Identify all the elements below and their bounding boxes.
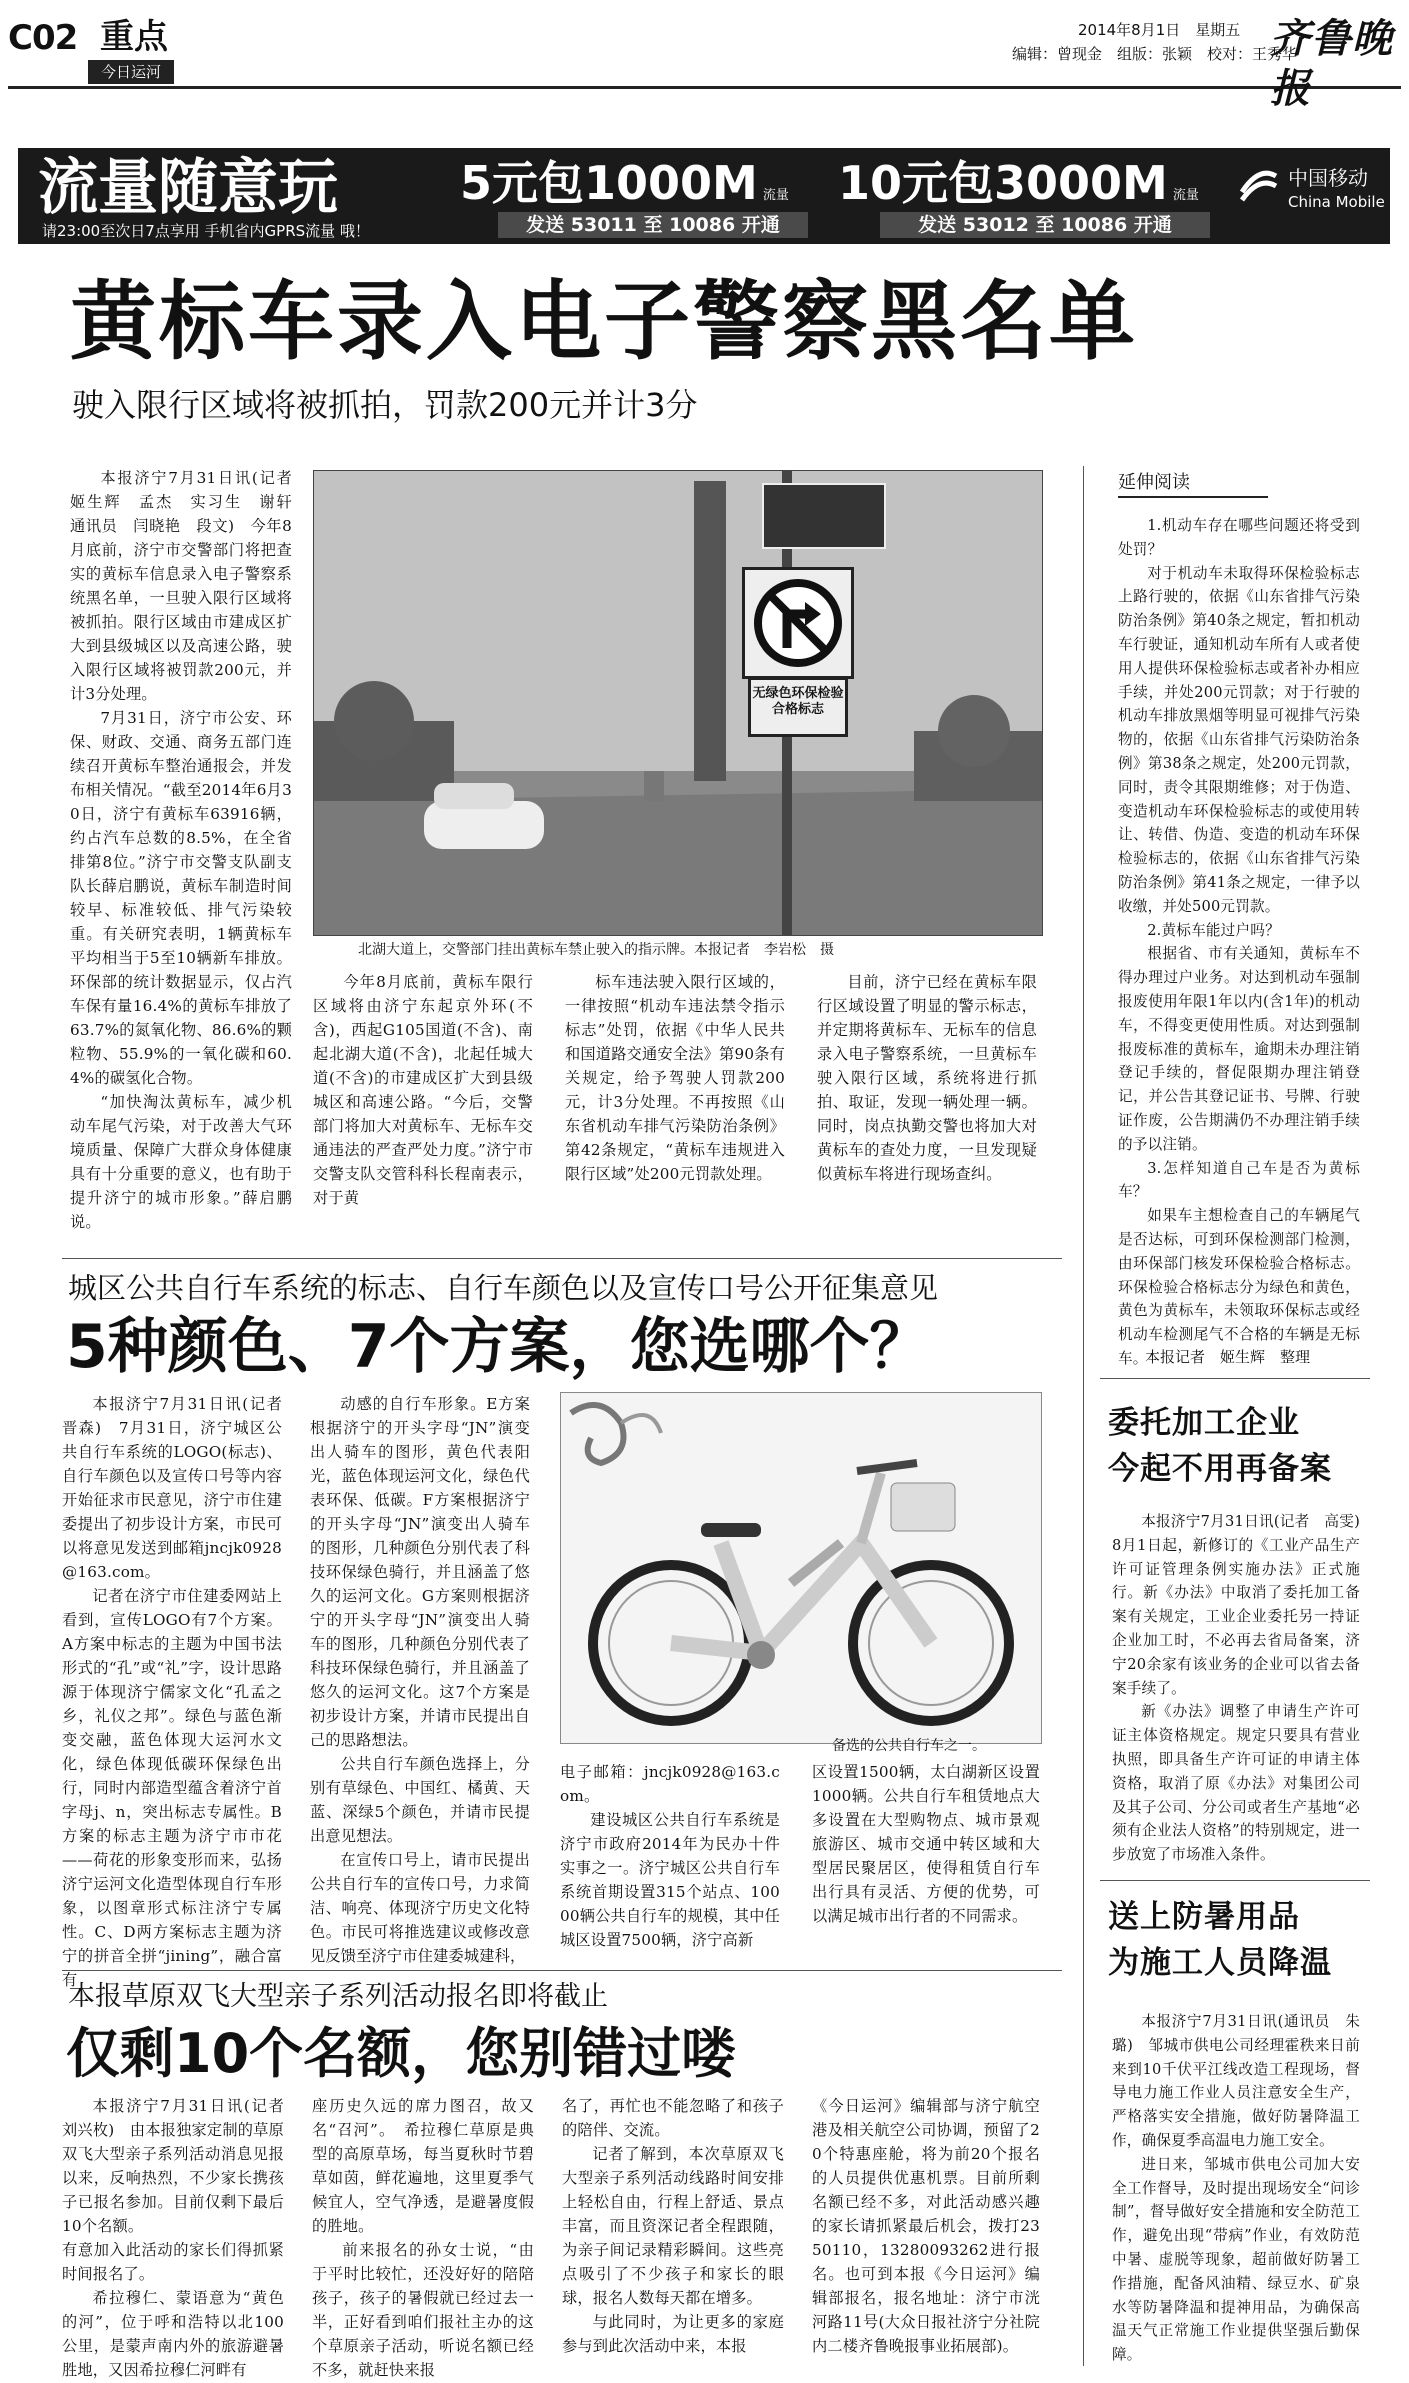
sidebar2-title-line1: 委托加工企业	[1108, 1405, 1300, 1441]
sidebar1-label: 延伸阅读	[1118, 470, 1268, 498]
paragraph: 在宣传口号上，请市民提出公共自行车的宣传口号，力求简洁、响亮、体现济宁历史文化特色。市民可将推选建议或修改意见反馈至济宁市住建委城建科，	[310, 1851, 530, 1965]
sidebar3-title-line2: 为施工人员降温	[1108, 1945, 1332, 1981]
ad-offer2-sms: 发送 53012 至 10086 开通	[880, 212, 1210, 238]
paragraph: 标车违法驶入限行区域的，一律按照“机动车违法禁令指示标志”处罚，依据《中华人民共和国道路交通安全法》第90条有关规定，给予驾驶人罚款200元，计3分处理。不再按照《山东省机动车排气污染防治条例》第42条规定，“黄标车违规进入限行区域”处200元罚款处理。	[565, 973, 785, 1183]
article1-col4	[817, 970, 1037, 1246]
article3-col4	[812, 2094, 1040, 2378]
article2-col2	[310, 1392, 530, 1965]
article1-subtitle: 驶入限行区域将被抓拍，罚款200元并计3分	[72, 386, 698, 424]
ad-subline: 请23:00至次日7点享用 手机省内GPRS流量 哦！	[42, 222, 370, 240]
paragraph: 本报济宁7月31日讯(记者 刘兴枚) 由本报独家定制的草原双飞大型亲子系列活动消息见报以来，反响热烈，不少家长携孩子已报名参加。目前仅剩下最后10个名额。	[62, 2097, 300, 2235]
header-rule	[8, 86, 1401, 89]
sidebar3-body	[1112, 2010, 1360, 2376]
paragraph: 前来报名的孙女士说，“由于平时比较忙，还没好好的陪陪孩子，孩子的暑假就已经过去一半，正好看到咱们报社主办的这个草原亲子活动，听说名额已经不多，就赶快来报	[312, 2241, 534, 2379]
paragraph: 对于机动车未取得环保检验标志上路行驶的，依据《山东省排气污染防治条例》第40条之规定，暂扣机动车行驶证，通知机动车所有人或者使用人提供环保检验标志或者补办相应手续，并处200元罚款；对于行驶的机动车排放黑烟等明显可视排气污染物的，依据《山东省排气污染防治条例》第38条之规定，处200元罚款，同时，责令其限期维修；对于伪造、变造机动车环保检验标志的或使用转让、转借、伪造、变造的机动车环保检验标志的，依据《山东省排气污染防治条例》第41条之规定，一律予以收缴，并处500元罚款。	[1118, 564, 1360, 915]
paragraph: 《今日运河》编辑部与济宁航空港及相关航空公司协调，预留了20个特惠座舱，将为前20个报名的人员提供优惠机票。目前所剩名额已经不多，对此活动感兴趣的家长请抓紧最后机会，拨打2350110，13280093262进行报名。也可到本报《今日运河》编辑部报名，报名地址：济宁市洸河路11号(大众日报社济宁分社院内二楼齐鲁晚报事业拓展部)。	[812, 2097, 1040, 2355]
paragraph: 新《办法》调整了申请生产许可证主体资格规定。规定只要具有营业执照，即具备生产许可证的申请主体资格，取消了原《办法》对集团公司及其子公司、分公司或者生产基地“必须有企业法人资格”的特别规定，进一步放宽了市场准入条件。	[1112, 1703, 1360, 1864]
no-right-turn-sign-icon	[742, 567, 854, 679]
paragraph: 记者在济宁市住建委网站上看到，宣传LOGO有7个方案。A方案中标志的主题为中国书法形式的“孔”或“礼”字，设计思路源于体现济宁儒家文化“孔孟之乡，礼仪之邦”。绿色与蓝色渐变交融，蓝色体现大运河水文化，绿色体现低碳环保绿色出行，同时内部造型蕴含着济宁首字母j、n，突出标志专属性。B方案的标志主题为济宁市市花——荷花的形象变形而来，弘扬济宁运河文化造型体现自行车形象，以图章形式标注济宁专属性。C、D两方案标志主题为济宁的拼音全拼“jining”，融合富有	[62, 1587, 282, 1989]
paragraph: 本报济宁7月31日讯(记者 姬生辉 孟杰 实习生 谢轩 通讯员 闫晓艳 段文) 今年8月底前，济宁市交警部门将把查实的黄标车信息录入电子警察系统黑名单，一旦驶入限行区域将被抓拍。限行区域由市建成区扩大到县级城区以及高速公路，驶入限行区域将被罚款200元，并计3分处理。	[70, 469, 308, 703]
paragraph: 本报济宁7月31日讯(记者 晋森) 7月31日，济宁城区公共自行车系统的LOGO(标志)、自行车颜色以及宣传口号等内容开始征求市民意见，济宁市住建委提出了初步设计方案，市民可以将意见发送到邮箱jncjk0928@163.com。	[62, 1395, 298, 1581]
ad-brand-cn: 中国移动	[1288, 166, 1368, 190]
ad-offer1-sms: 发送 53011 至 10086 开通	[498, 212, 808, 238]
paragraph: 区设置1500辆，太白湖新区设置1000辆。公共自行车租赁地点大多设置在大型购物点、城市景观旅游区、城市交通中转区域和大型居民聚居区，使得租赁自行车出行具有灵活、方便的优势，可以满足城市出行者的不同需求。	[812, 1763, 1040, 1925]
paragraph: 有意加入此活动的家长们得抓紧时间报名了。	[62, 2241, 284, 2283]
sidebar-divider	[1083, 466, 1084, 2366]
staff-line: 编辑：曾现金 组版：张颖 校对：王秀华	[1012, 45, 1298, 63]
section-rule	[62, 1258, 1062, 1259]
paragraph: 进日来，邹城市供电公司加大安全工作督导，及时提出现场安全“问诊制”，督导做好安全措施和安全防范工作，避免出现“带病”作业，有效防范中暑、虚脱等现象，超前做好防暑工作措施，配备风油精、绿豆水、矿泉水等防暑降温和提神用品，为确保高温天气正常施工作业提供坚强后勤保障。	[1112, 2155, 1360, 2364]
article1-col1	[70, 466, 308, 1246]
paragraph: 电子邮箱：jncjk0928@163.com。	[560, 1763, 780, 1805]
page-code: C02	[8, 18, 78, 58]
paragraph: 本报济宁7月31日讯(通讯员 朱璐) 邹城市供电公司经理霍秩来日前来到10千伏平江线改造工程现场，督导电力施工作业人员注意安全生产，严格落实安全措施，做好防暑降温工作，确保夏季高温电力施工安全。	[1112, 2013, 1360, 2149]
paragraph: 1.机动车存在哪些问题还将受到处罚？	[1118, 517, 1360, 558]
article2-photo-caption: 备选的公共自行车之一。	[832, 1738, 986, 1754]
section-rule	[62, 1970, 1062, 1971]
road-sign-text: 无绿色环保检验合格标志	[748, 677, 848, 737]
article3-col2	[312, 2094, 534, 2378]
paragraph: 动感的自行车形象。E方案根据济宁的开头字母“JN”演变出人骑车的图形，黄色代表阳光，蓝色体现运河文化，绿色代表环保、低碳。F方案根据济宁的开头字母“JN”演变出人骑车的图形，几种颜色分别代表了科技环保绿色骑行，并且涵盖了悠久的运河文化。G方案则根据济宁的开头字母“JN”演变出人骑车的图形，几种颜色分别代表了科技环保绿色骑行，并且涵盖了悠久的运河文化。这7个方案是初步设计方案，并请市民提出自己的思路想法。	[310, 1395, 530, 1749]
ad-brand-en: China Mobile	[1288, 193, 1385, 211]
ad-offer2-tag: 流量	[1172, 188, 1199, 203]
article2-title: 5种颜色、7个方案，您选哪个？	[66, 1312, 930, 1382]
article3-col3	[562, 2094, 784, 2378]
subsection-badge: 今日运河	[88, 60, 174, 84]
paragraph: 座历史久远的席力图召，故又名“召河”。 希拉穆仁草原是典型的高原草场，每当夏秋时节碧草如茵，鲜花遍地，这里夏季气候宜人，空气净透，是避暑度假的胜地。	[312, 2097, 534, 2235]
article3-kicker: 本报草原双飞大型亲子系列活动报名即将截止	[68, 1981, 608, 2012]
sidebar2-title-line2: 今起不用再备案	[1108, 1451, 1332, 1487]
sidebar3-title-line1: 送上防暑用品	[1108, 1899, 1300, 1935]
paragraph: 7月31日，济宁市公安、环保、财政、交通、商务五部门连续召开黄标车整治通报会，并发布相关情况。“截至2014年6月30日，济宁有黄标车63916辆，约占汽车总数的8.5%，在全省排第8位。”济宁市交警支队副支队长薛启鹏说，黄标车制造时间较早、标准较低、排气污染较重。有关研究表明，1辆黄标车平均相当于5至10辆新车排放。环保部的统计数据显示，仅占汽车保有量16.4%的黄标车排放了63.7%的氮氧化物、86.6%的颗粒物、55.9%的一氧化碳和60.4%的碳氢化合物。	[70, 709, 292, 1087]
article2-col4	[812, 1760, 1040, 1952]
article1-title: 黄标车录入电子警察黑名单	[70, 272, 1138, 372]
paragraph: 目前，济宁已经在黄标车限行区域设置了明显的警示标志，并定期将黄标车、无标车的信息录入电子警察系统，一旦黄标车驶入限行区域，系统将进行抓拍、取证，发现一辆处理一辆。同时，岗点执勤交警也将加大对黄标车的查处力度，一旦发现疑似黄标车将进行现场查纠。	[817, 973, 1037, 1183]
ad-offer1-text: 5元包1000M	[460, 156, 758, 210]
article2-bicycle-photo	[560, 1392, 1042, 1744]
paragraph: 根据省、市有关通知，黄标车不得办理过户业务。对达到机动车强制报废使用年限1年以内(含1年)的机动车，不得变更使用性质。对达到强制报废标准的黄标车，逾期未办理注销登记手续的，督促限期办理注销登记，并公告其登记证书、号牌、行驶证作废，公告期满仍不办理注销手续的予以注销。	[1118, 945, 1360, 1153]
sidebar-rule	[1100, 1880, 1370, 1881]
paragraph: “加快淘汰黄标车，减少机动车尾气污染，对于改善大气环境质量、保障广大群众身体健康具有十分重要的意义，也有助于提升济宁的城市形象。”薛启鹏说。	[70, 1093, 292, 1231]
ad-offer2-text: 10元包3000M	[838, 156, 1168, 210]
article1-col2	[313, 970, 533, 1246]
china-mobile-logo-icon	[1236, 162, 1282, 208]
article3-col1	[62, 2094, 300, 2379]
paragraph: 本报济宁7月31日讯(记者 高雯) 8月1日起，新修订的《工业产品生产许可证管理条例实施办法》正式施行。新《办法》中取消了委托加工备案有关规定，工业企业委托另一持证企业加工时，不必再去省局备案，济宁20余家有该业务的企业可以省去备案手续了。	[1112, 1513, 1375, 1697]
paragraph: 希拉穆仁、蒙语意为“黄色的河”，位于呼和浩特以北100公里，是蒙声南内外的旅游避暑胜地，又因希拉穆仁河畔有	[62, 2289, 284, 2379]
article2-col3	[560, 1760, 780, 1952]
sidebar2-body	[1112, 1510, 1375, 1880]
article1-col3	[565, 970, 785, 1246]
article3-title: 仅剩10个名额，您别错过喽	[66, 2022, 736, 2085]
ad-offer1-tag: 流量	[762, 188, 789, 203]
article2-kicker: 城区公共自行车系统的标志、自行车颜色以及宣传口号公开征集意见	[68, 1271, 939, 1305]
paragraph: 建设城区公共自行车系统是济宁市政府2014年为民办十件实事之一。济宁城区公共自行车系统首期设置315个站点、10000辆公共自行车的规模，其中任城区设置7500辆，济宁高新	[560, 1811, 780, 1949]
paragraph: 3.怎样知道自己车是否为黄标车？	[1118, 1159, 1360, 1201]
paragraph: 名了，再忙也不能忽略了和孩子的陪伴、交流。	[562, 2097, 784, 2139]
paragraph: 与此同时，为让更多的家庭参与到此次活动中来，本报	[562, 2313, 784, 2355]
article1-photo-caption: 北湖大道上，交警部门挂出黄标车禁止驶入的指示牌。本报记者 李岩松 摄	[358, 942, 834, 958]
sidebar-rule	[1100, 1378, 1370, 1379]
paragraph: 2.黄标车能过户吗？	[1147, 921, 1280, 939]
paragraph: 记者了解到，本次草原双飞大型亲子系列活动线路时间安排上轻松自由，行程上舒适、景点丰富，而且资深记者全程跟随，为亲子间记录精彩瞬间。这些亮点吸引了不少孩子和家长的眼球，报名人数每天都在增多。	[562, 2145, 784, 2307]
ad-offer1	[460, 156, 789, 210]
sidebar1-body	[1118, 514, 1360, 1367]
paragraph: 公共自行车颜色选择上，分别有草绿色、中国红、橘黄、天蓝、深绿5个颜色，并请市民提出意见想法。	[310, 1755, 530, 1845]
ad-banner[interactable]	[18, 148, 1390, 244]
ad-headline: 流量随意玩	[38, 153, 338, 223]
article2-col1	[62, 1392, 298, 1989]
paragraph: 今年8月底前，黄标车限行区域将由济宁东起京外环(不含)，西起G105国道(不含)、南起北湖大道(不含)，北起任城大道(不含)的市建成区扩大到县级城区和高速公路。“今后，交警部门将加大对黄标车、无标车交通违法的严查严处力度。”济宁市交警支队交管科科长程南表示，对于黄	[313, 973, 533, 1207]
road-sign-panel	[762, 483, 886, 549]
date-line: 2014年8月1日 星期五	[1078, 21, 1241, 39]
sidebar1-byline: 本报记者 姬生辉 整理	[1145, 1348, 1311, 1366]
article1-photo	[313, 470, 1043, 936]
ad-offer2	[838, 156, 1199, 210]
paragraph: 如果车主想检查自己的车辆尾气是否达标，可到环保检测部门检测，由环保部门核发环保检验合格标志。环保检验合格标志分为绿色和黄色，黄色为黄标车，未领取环保标志或经机动车检测尾气不合格的车辆是无标车。	[1118, 1207, 1360, 1367]
paper-name-logo: 齐鲁晚报	[1270, 15, 1393, 112]
section-name: 重点	[100, 17, 168, 57]
